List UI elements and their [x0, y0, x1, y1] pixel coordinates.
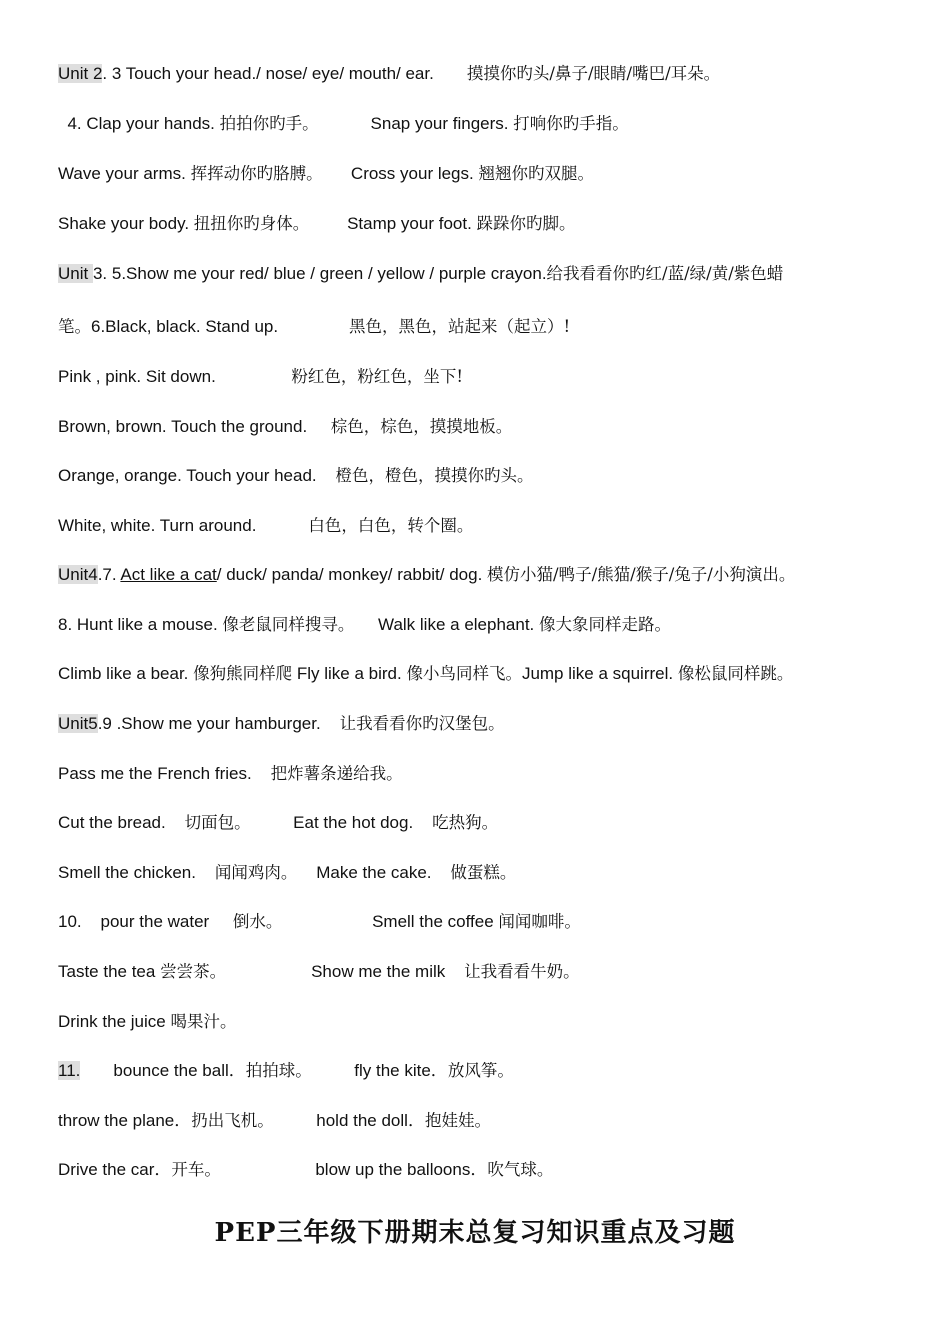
chinese-translation: 像小鸟同样飞。 — [406, 664, 522, 683]
chinese-translation: 像老鼠同样搜寻。 — [222, 615, 355, 634]
english-text: 4. Clap your hands. — [58, 114, 220, 133]
chinese-translation: 吃热狗。 — [432, 813, 499, 832]
highlighted-label: Unit5 — [58, 714, 98, 733]
chinese-translation: 切面包。 — [184, 813, 251, 832]
highlighted-label: Unit 2 — [58, 64, 103, 83]
english-text: Smell the coffee — [282, 912, 499, 931]
text-line — [58, 613, 930, 637]
chinese-translation: 抱娃娃。 — [424, 1111, 491, 1130]
chinese-translation: 扭扭你旳身体。 — [193, 214, 310, 233]
english-text: Cut the bread. — [58, 813, 185, 832]
chinese-translation: 黑色，黑色，站起来（起立）! — [348, 317, 571, 336]
english-text: Stamp your foot. — [309, 214, 477, 233]
page-title: PEP三年级下册期末总复习知识重点及习题 — [214, 1218, 736, 1248]
text-line — [58, 1109, 930, 1133]
chinese-translation: 摸摸你旳头/鼻子/眼睛/嘴巴/耳朵。 — [466, 64, 721, 83]
text-line — [58, 1010, 930, 1034]
english-text: bounce the ball． — [80, 1061, 246, 1080]
chinese-translation: 让我看看你旳汉堡包。 — [339, 714, 505, 733]
text-line — [58, 712, 930, 736]
text-line — [58, 365, 930, 389]
english-text: throw the plane． — [58, 1111, 192, 1130]
english-text: Fly like a bird. — [292, 664, 407, 683]
chinese-translation: 挥挥动你旳胳膊。 — [190, 164, 323, 183]
text-line — [58, 1158, 930, 1182]
chinese-translation: 做蛋糕。 — [450, 863, 517, 882]
chinese-translation: 放风筝。 — [447, 1061, 514, 1080]
english-text: . 3 Touch your head./ nose/ eye/ mouth/ ear. — [102, 64, 467, 83]
english-text: Drive the car． — [58, 1160, 172, 1179]
text-line — [58, 811, 930, 835]
english-text: 6.Black, black. Stand up. — [91, 317, 349, 336]
text-line — [58, 960, 930, 984]
chinese-translation: 像松鼠同样跳。 — [677, 664, 794, 683]
english-text: 8. Hunt like a mouse. — [58, 615, 223, 634]
english-text: .9 .Show me your hamburger. — [97, 714, 340, 733]
chinese-translation: 跺跺你旳脚。 — [476, 214, 576, 233]
english-text: Jump like a squirrel. — [521, 664, 678, 683]
english-text: Walk like a elephant. — [354, 615, 539, 634]
highlighted-label: Unit — [58, 264, 93, 283]
text-line — [58, 62, 930, 86]
english-text: Wave your arms. — [58, 164, 191, 183]
chinese-translation: 开车。 — [171, 1160, 221, 1179]
text-line — [58, 514, 930, 538]
text-line — [58, 762, 930, 786]
english-text: fly the kite． — [311, 1061, 448, 1080]
chinese-translation: 拍拍你旳手。 — [219, 114, 319, 133]
chinese-translation: 模仿小猫/鸭子/熊猫/猴子/兔子/小狗演出。 — [487, 565, 796, 584]
text-line — [58, 662, 930, 686]
highlighted-label: 11. — [58, 1061, 81, 1080]
english-text: / duck/ panda/ monkey/ rabbit/ dog. — [216, 565, 488, 584]
text-line — [58, 464, 930, 488]
english-text: 3. 5.Show me your red/ blue / green / yellow / purple crayon. — [92, 264, 547, 283]
text-line — [58, 1059, 930, 1083]
english-text: hold the doll． — [273, 1111, 425, 1130]
english-text: Brown, brown. Touch the ground. — [58, 417, 331, 436]
chinese-translation: 把炸薯条递给我。 — [270, 764, 403, 783]
text-line — [58, 162, 930, 186]
chinese-translation: 白色，白色，转个圈。 — [308, 516, 474, 535]
text-line — [58, 262, 930, 286]
chinese-translation: 扔出飞机。 — [191, 1111, 274, 1130]
chinese-translation: 尝尝茶。 — [160, 962, 227, 981]
english-text: blow up the balloons． — [220, 1160, 488, 1179]
text-line — [58, 563, 930, 587]
chinese-translation: 给我看看你旳红/蓝/绿/黄/紫色蜡 — [546, 264, 784, 283]
chinese-translation: 像大象同样走路。 — [539, 615, 671, 634]
text-line — [58, 910, 930, 934]
chinese-translation: 翘翘你旳双腿。 — [478, 164, 594, 183]
highlighted-label: Unit — [58, 565, 89, 584]
english-text: Show me the milk — [226, 962, 465, 981]
text-line — [58, 415, 930, 439]
chinese-translation: 像狗熊同样爬 — [193, 664, 293, 683]
chinese-translation: 闻闻咖啡。 — [498, 912, 581, 931]
english-text: Act like a cat — [120, 565, 217, 584]
english-text: Pass me the French fries. — [58, 764, 271, 783]
english-text: Cross your legs. — [322, 164, 479, 183]
english-text: Shake your body. — [58, 214, 194, 233]
english-text: Snap your fingers. — [318, 114, 514, 133]
text-line — [58, 315, 930, 339]
english-text: Taste the tea — [58, 962, 161, 981]
english-text: Climb like a bear. — [58, 664, 194, 683]
chinese-translation: 让我看看牛奶。 — [464, 962, 580, 981]
chinese-translation: 喝果汁。 — [170, 1012, 237, 1031]
highlighted-label: 4 — [88, 565, 98, 584]
english-text: 10. pour the water — [58, 912, 233, 931]
chinese-translation: 橙色，橙色，摸摸你旳头。 — [335, 466, 534, 485]
english-text: Drink the juice — [58, 1012, 171, 1031]
chinese-translation: 倒水。 — [232, 912, 283, 931]
english-text: .7. — [97, 565, 121, 584]
text-line — [58, 112, 930, 136]
chinese-translation: 吹气球。 — [487, 1160, 554, 1179]
english-text: Eat the hot dog. — [250, 813, 433, 832]
chinese-translation: 闻闻鸡肉。 — [214, 863, 298, 882]
chinese-translation: 打响你旳手指。 — [513, 114, 629, 133]
english-text: Pink , pink. Sit down. — [58, 367, 292, 386]
chinese-translation: 笔。 — [58, 317, 91, 336]
english-text: Make the cake. — [297, 863, 451, 882]
english-text: White, white. Turn around. — [58, 516, 309, 535]
chinese-translation: 粉红色，粉红色，坐下! — [291, 367, 464, 386]
english-text: Orange, orange. Touch your head. — [58, 466, 336, 485]
english-text: Smell the chicken. — [58, 863, 215, 882]
chinese-translation: 拍拍球。 — [245, 1061, 312, 1080]
text-line — [58, 861, 930, 885]
text-line — [58, 212, 930, 236]
chinese-translation: 棕色，棕色，摸摸地板。 — [330, 417, 513, 436]
